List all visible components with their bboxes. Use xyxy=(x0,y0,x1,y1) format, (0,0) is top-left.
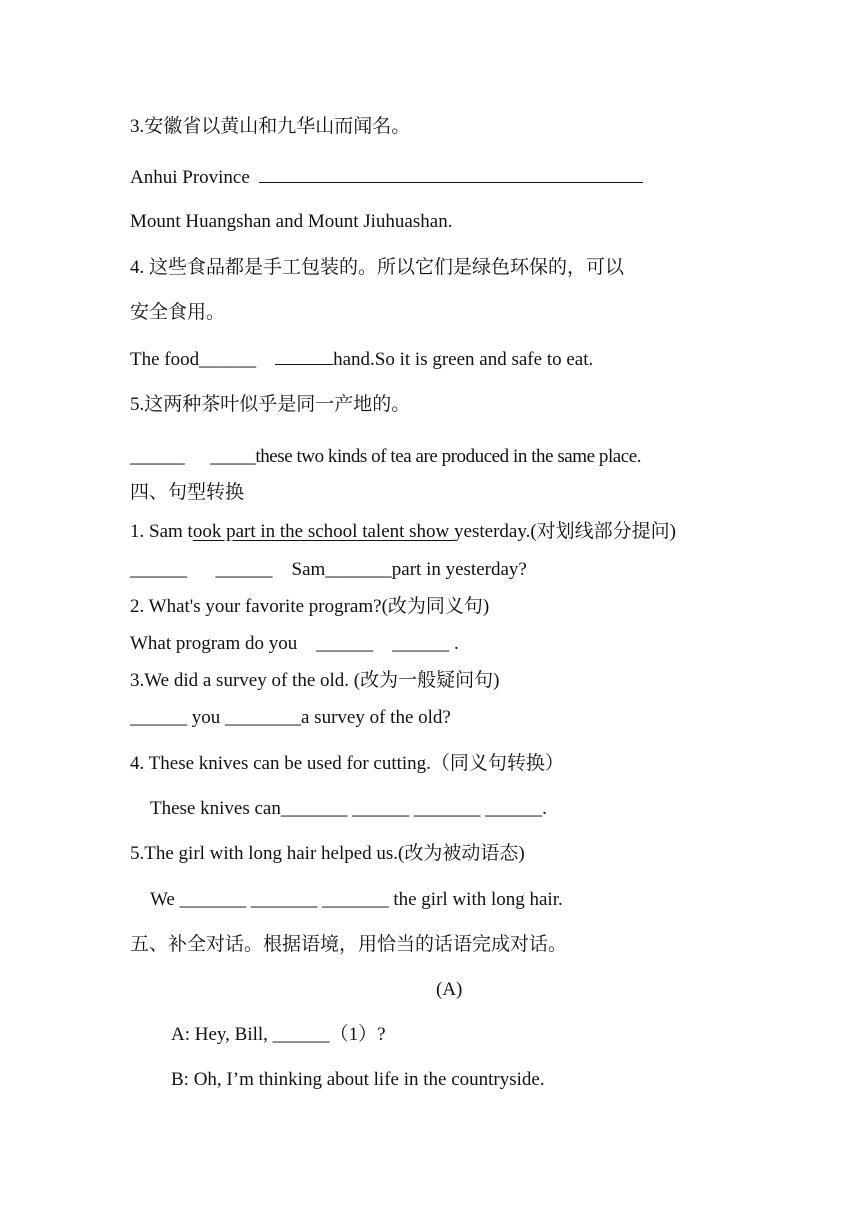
s4-q2-answer: What program do you ______ ______ . xyxy=(130,633,459,654)
s4-q1-post: yesterday.(对划线部分提问) xyxy=(454,521,677,542)
s4-q1-pre: 1. Sam t xyxy=(130,521,193,542)
q5-english xyxy=(130,445,641,469)
s4-q5-answer: We _______ _______ _______ the girl with long hair. xyxy=(150,889,563,910)
q5-blank-2[interactable]: _____ xyxy=(210,446,256,467)
q4-chinese-line1: 4. 这些食品都是手工包装的。所以它们是绿色环保的，可以 xyxy=(130,257,625,278)
s4-q2-question: 2. What's your favorite program?(改为同义句) xyxy=(130,596,490,617)
s4-q5-question: 5.The girl with long hair helped us.(改为被动语态) xyxy=(130,843,525,864)
q3-english-line2: Mount Huangshan and Mount Jiuhuashan. xyxy=(130,211,453,232)
s4-q1-underlined-part: ook part in the school talent show xyxy=(192,521,455,542)
dialogue-line-a: A: Hey, Bill, ______（1）? xyxy=(171,1024,386,1045)
q5-english-end: these two kinds of tea are produced in the same place. xyxy=(255,446,642,467)
q5-chinese: 5.这两种茶叶似乎是同一产地的。 xyxy=(130,394,411,415)
q4-answer-blank[interactable] xyxy=(275,347,333,365)
q4-english-end: hand.So it is green and safe to eat. xyxy=(333,349,594,370)
q4-chinese-line2: 安全食用。 xyxy=(130,302,226,323)
q3-english-line1 xyxy=(130,165,643,190)
dialogue-a-label: (A) xyxy=(436,979,463,1000)
dialogue-line-b: B: Oh, I’m thinking about life in the countryside. xyxy=(171,1069,545,1090)
q5-blank-1[interactable]: ______ xyxy=(130,446,185,467)
section5-heading: 五、补全对话。根据语境，用恰当的话语完成对话。 xyxy=(130,934,568,955)
s4-q1-question xyxy=(130,520,676,544)
q4-english-start: The food______ xyxy=(130,349,257,370)
section4-heading: 四、句型转换 xyxy=(130,482,245,503)
q3-chinese: 3.安徽省以黄山和九华山而闻名。 xyxy=(130,116,411,137)
s4-q4-answer: These knives can_______ ______ _______ ______. xyxy=(150,798,547,819)
s4-q1-answer: ______ ______ Sam_______part in yesterday? xyxy=(130,559,527,580)
s4-q3-question: 3.We did a survey of the old. (改为一般疑问句) xyxy=(130,670,500,691)
q4-english xyxy=(130,347,593,372)
s4-q4-question: 4. These knives can be used for cutting.（同义句转换） xyxy=(130,753,564,774)
q3-answer-blank[interactable] xyxy=(259,165,643,183)
q3-english-start: Anhui Province xyxy=(130,167,250,188)
s4-q3-answer: ______ you ________a survey of the old? xyxy=(130,707,451,728)
